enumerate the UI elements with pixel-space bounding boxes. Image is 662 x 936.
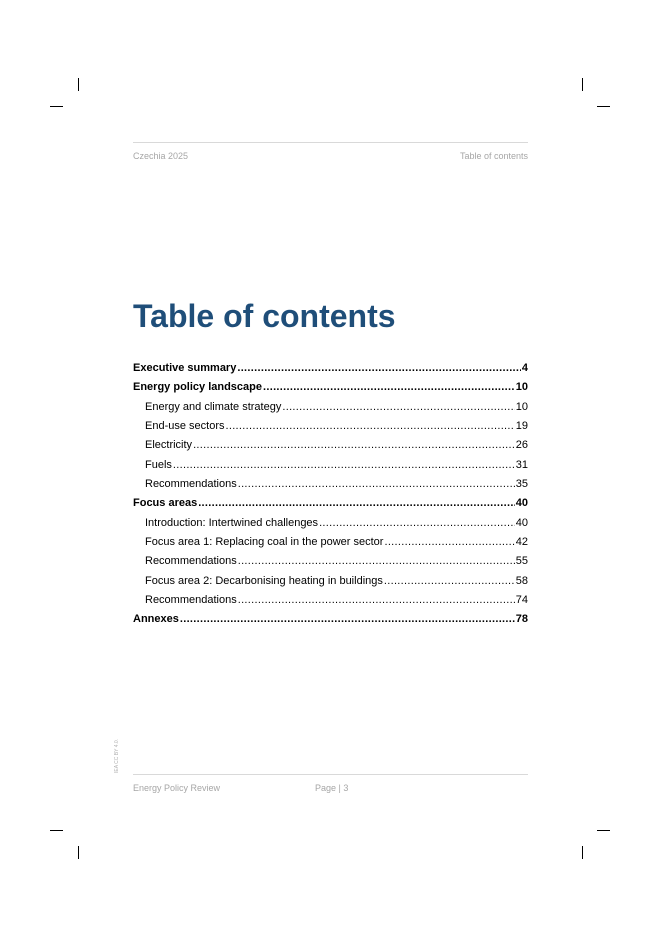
toc-entry-label: Executive summary [133,362,237,374]
toc-entry[interactable] [133,610,528,629]
toc-entry-label: Energy and climate strategy [145,400,282,413]
toc-leader-dots [238,475,515,494]
header-rule [133,142,528,143]
toc-entry-page: 40 [515,516,528,529]
toc-entry-label: Recommendations [145,478,237,491]
toc-entry-label: Focus area 1: Replacing coal in the power sector [145,536,384,549]
toc-entry-label: Recommendations [145,555,237,568]
crop-mark [78,78,79,91]
crop-mark [597,830,610,831]
toc-list [133,359,528,630]
toc-entry-page: 4 [521,362,528,374]
toc-entry[interactable] [133,533,528,552]
toc-entry[interactable] [133,436,528,455]
toc-entry-label: Fuels [145,458,172,471]
toc-leader-dots [237,359,521,378]
toc-entry[interactable] [133,398,528,417]
toc-entry[interactable] [133,552,528,571]
toc-entry-page: 26 [515,439,528,452]
crop-mark [582,846,583,859]
header-left: Czechia 2025 [133,151,189,161]
toc-leader-dots [282,398,514,417]
toc-entry[interactable] [133,378,528,397]
toc-entry-page: 78 [515,613,528,626]
toc-leader-dots [319,514,515,533]
toc-entry-page: 19 [515,420,528,433]
footer-page-number: Page | 3 [315,783,349,793]
footer-left: Energy Policy Review [133,783,221,793]
toc-entry[interactable] [133,591,528,610]
toc-entry-page: 58 [515,574,528,587]
footer-rule [133,774,528,775]
toc-entry[interactable] [133,514,528,533]
page-title: Table of contents [133,298,396,334]
toc-entry-page: 10 [515,400,528,413]
toc-entry-label: End-use sectors [145,420,225,433]
toc-leader-dots [193,436,515,455]
toc-entry[interactable] [133,494,528,513]
toc-leader-dots [180,610,515,629]
crop-mark [78,846,79,859]
toc-entry-page: 10 [515,381,528,394]
toc-entry-label: Introduction: Intertwined challenges [145,516,319,529]
toc-leader-dots [384,533,514,552]
toc-entry-page: 35 [515,478,528,491]
crop-mark [50,106,63,107]
toc-leader-dots [238,552,515,571]
toc-entry[interactable] [133,359,528,378]
header-right: Table of contents [459,151,528,161]
toc-entry-label: Recommendations [145,594,237,607]
toc-entry-page: 40 [515,497,528,510]
toc-entry-label: Focus area 2: Decarbonising heating in buildings [145,574,383,587]
toc-entry[interactable] [133,475,528,494]
toc-leader-dots [225,417,514,436]
toc-entry-label: Focus areas [133,497,198,510]
toc-entry-label: Annexes [133,613,179,626]
toc-entry-page: 42 [515,536,528,549]
toc-leader-dots [173,456,515,475]
toc-entry-page: 74 [515,594,528,607]
license-watermark: IEA CC BY 4.0. [114,738,120,773]
toc-leader-dots [263,378,515,397]
toc-entry-label: Energy policy landscape [133,381,262,394]
toc-leader-dots [384,572,515,591]
toc-entry[interactable] [133,417,528,436]
toc-leader-dots [198,494,515,513]
crop-mark [50,830,63,831]
toc-entry-label: Electricity [145,439,193,452]
toc-entry-page: 55 [515,555,528,568]
crop-mark [582,78,583,91]
crop-mark [597,106,610,107]
toc-entry-page: 31 [515,458,528,471]
toc-leader-dots [238,591,515,610]
toc-entry[interactable] [133,572,528,591]
toc-entry[interactable] [133,456,528,475]
